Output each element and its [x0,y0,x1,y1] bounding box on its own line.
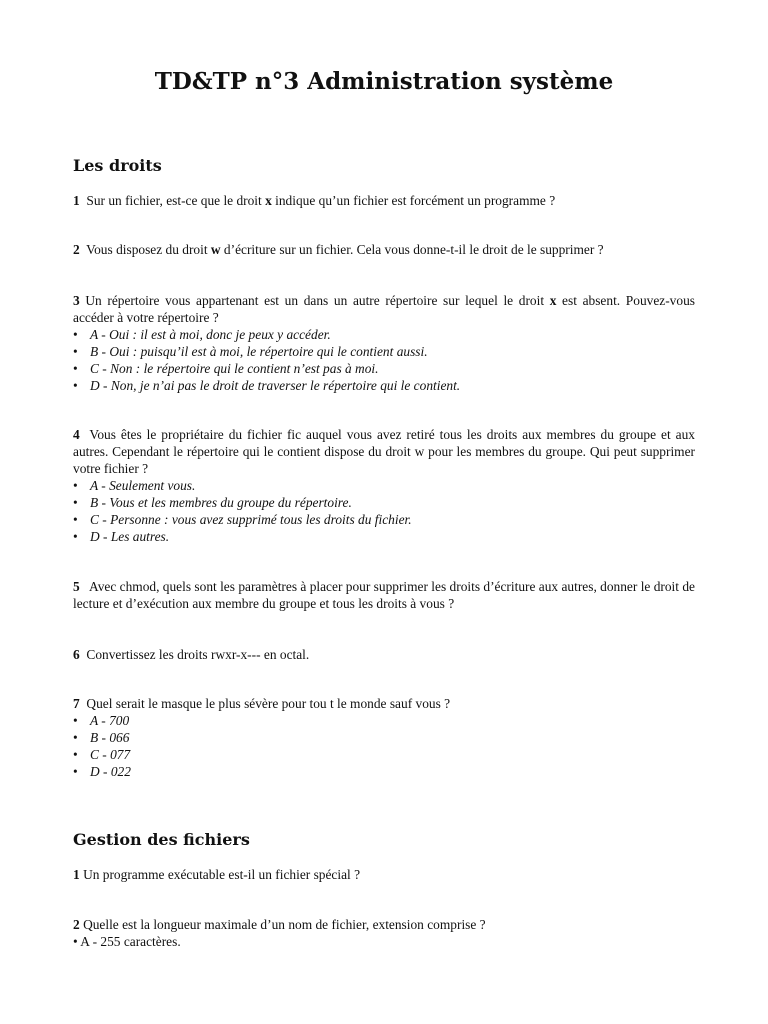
question-number: 2 [73,917,80,932]
option-item: • C - Personne : vous avez supprimé tous les droits du fichier. [73,511,695,528]
question-droits-6 [73,646,695,663]
question-number: 1 [73,193,80,208]
option-item: • B - Vous et les membres du groupe du répertoire. [73,494,695,511]
question-emphasis: x [265,193,272,208]
option-item: • A - Oui : il est à moi, donc je peux y accéder. [73,326,695,343]
question-text: Vous disposez du droit [86,242,211,257]
question-text: Un répertoire vous appartenant est un dans un autre répertoire sur lequel le droit [85,293,550,308]
question-text: Vous êtes le propriétaire du fichier fic auquel vous avez retiré tous les droits aux membres du groupe et aux autres. Cependant le répertoire qui le contient dispose du droit w pour les membres du groupe. Qui peut supprimer votre fichier ? [73,427,695,476]
question-text: indique qu’un fichier est forcément un programme ? [271,193,556,208]
option-item: • A - 700 [73,712,695,729]
option-item: • C - Non : le répertoire qui le contient n’est pas à moi. [73,360,695,377]
question-text: Avec chmod, quels sont les paramètres à placer pour supprimer les droits d’écriture aux autres, donner le droit de lecture et d’exécution aux membre du groupe et tous les droits à vous ? [73,579,695,611]
question-text: Quel serait le masque le plus sévère pour tou t le monde sauf vous ? [86,696,451,711]
options-list [73,326,695,394]
question-number: 5 [73,579,80,594]
question-droits-1 [73,192,695,209]
question-droits-3 [73,292,695,394]
question-text: Quelle est la longueur maximale d’un nom de fichier, extension comprise ? [83,917,486,932]
option-item: • D - Les autres. [73,528,695,545]
question-fichiers-1 [73,866,695,883]
question-text: Sur un fichier, est-ce que le droit [86,193,266,208]
option-item: • C - 077 [73,746,695,763]
question-number: 1 [73,867,80,882]
question-text: Convertissez les droits rwxr-x--- en octal. [86,647,310,662]
question-number: 6 [73,647,80,662]
question-droits-5 [73,578,695,612]
question-droits-4 [73,426,695,545]
question-text: est absent. Pouvez-vous accéder à votre répertoire ? [73,293,695,325]
question-droits-2 [73,241,695,258]
option-item: • A - 255 caractères. [73,934,181,949]
options-list [73,933,695,950]
question-number: 4 [73,427,80,442]
option-item: • D - Non, je n’ai pas le droit de traverser le répertoire qui le contient. [73,377,695,394]
option-item: • B - Oui : puisqu’il est à moi, le répertoire qui le contient aussi. [73,343,695,360]
question-droits-7 [73,695,695,780]
question-number: 7 [73,696,80,711]
question-text: d’écriture sur un fichier. Cela vous donne-t-il le droit de le supprimer ? [220,242,604,257]
options-list [73,712,695,780]
question-fichiers-2 [73,916,695,950]
option-item: • A - Seulement vous. [73,477,695,494]
document-title: TD&TP n°3 Administration système [154,68,614,95]
question-number: 3 [73,293,80,308]
question-number: 2 [73,242,80,257]
section-title-fichiers: Gestion des fichiers [73,830,250,849]
options-list [73,477,695,545]
question-emphasis: x [549,293,557,308]
option-item: • B - 066 [73,729,695,746]
option-item: • D - 022 [73,763,695,780]
section-title-droits: Les droits [73,156,162,175]
question-emphasis: w [210,242,221,257]
question-text: Un programme exécutable est-il un fichier spécial ? [83,867,361,882]
